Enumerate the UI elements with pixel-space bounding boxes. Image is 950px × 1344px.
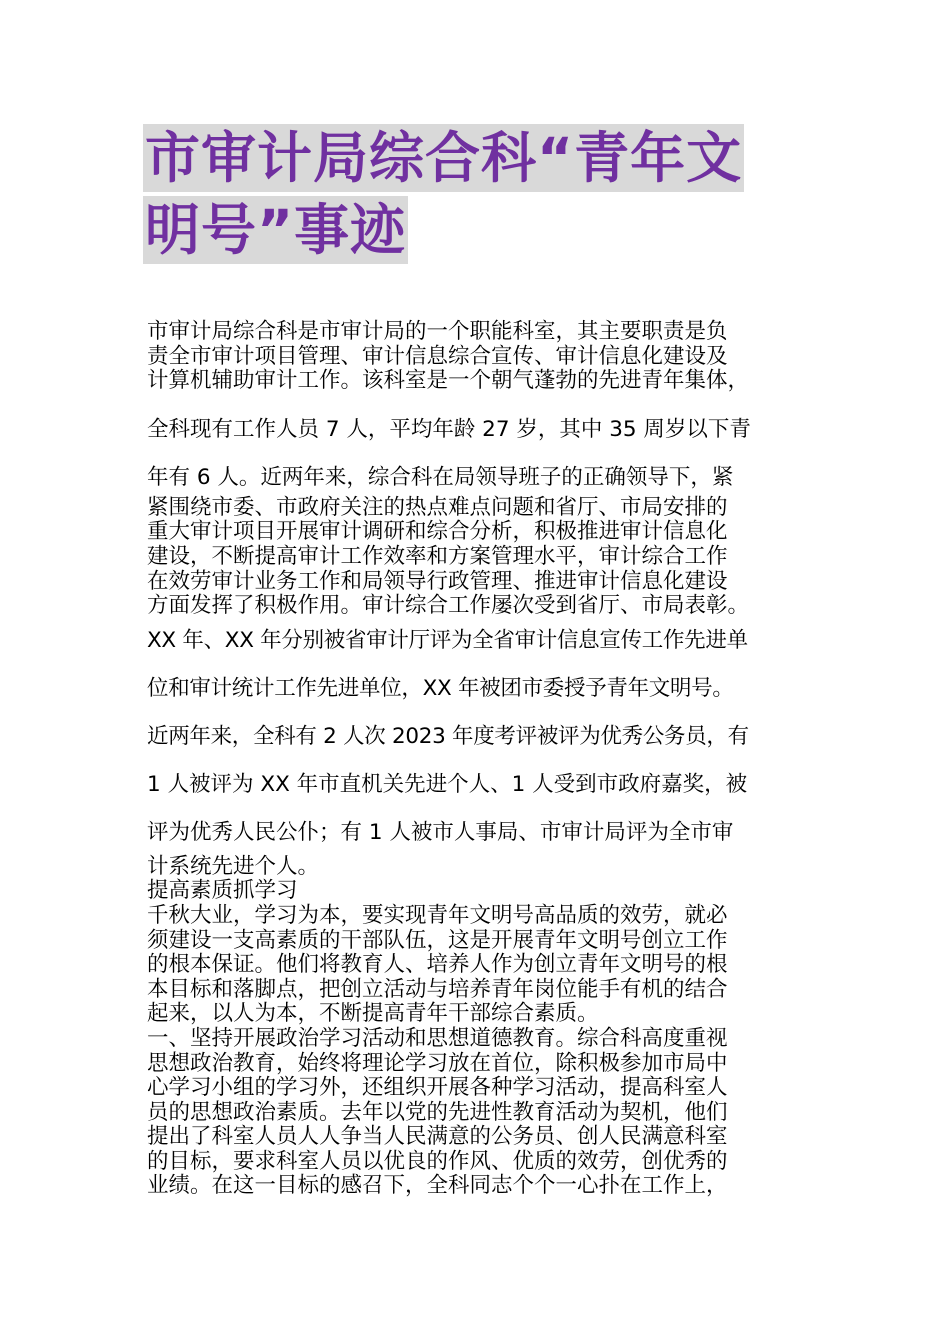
paragraph-1-line: 评为优秀人民公仆；有 1 人被市人事局、市审计局评为全市审 [147, 819, 734, 845]
paragraph-1-line: 近两年来，全科有 2 人次 2023 年度考评被评为优秀公务员，有 [147, 723, 749, 749]
paragraph-1-line: 计系统先进个人。 [147, 853, 320, 879]
paragraph-3-line: 一、坚持开展政治学习活动和思想道德教育。综合科高度重视 [147, 1025, 728, 1051]
paragraph-1-line: 在效劳审计业务工作和局领导行政管理、推进审计信息化建设 [147, 568, 728, 594]
paragraph-3-line: 思想政治教育，始终将理论学习放在首位，除积极参加市局中 [147, 1050, 728, 1076]
paragraph-1-line: XX 年、XX 年分别被省审计厅评为全省审计信息宣传工作先进单 [147, 627, 748, 653]
paragraph-1-line: 计算机辅助审计工作。该科室是一个朝气蓬勃的先进青年集体， [147, 368, 750, 394]
paragraph-1-line: 紧围绕市委、市政府关注的热点难点问题和省厅、市局安排的 [147, 494, 728, 520]
paragraph-1-line: 方面发挥了积极作用。审计综合工作屡次受到省厅、市局表彰。 [147, 593, 750, 619]
paragraph-1-line: 1 人被评为 XX 年市直机关先进个人、1 人受到市政府嘉奖，被 [147, 771, 748, 797]
paragraph-2-line: 本目标和落脚点，把创立活动与培养青年岗位能手有机的结合 [147, 976, 728, 1002]
paragraph-3-line: 业绩。在这一目标的感召下，全科同志个个一心扑在工作上， [147, 1173, 728, 1199]
paragraph-1-line: 建设，不断提高审计工作效率和方案管理水平，审计综合工作 [147, 543, 728, 569]
paragraph-3-line: 的目标，要求科室人员以优良的作风、优质的效劳，创优秀的 [147, 1148, 728, 1174]
paragraph-2-line: 千秋大业，学习为本，要实现青年文明号高品质的效劳，就必 [147, 902, 728, 928]
document-title [143, 124, 823, 268]
paragraph-1-line: 年有 6 人。近两年来，综合科在局领导班子的正确领导下，紧 [147, 464, 734, 490]
paragraph-1-line: 位和审计统计工作先进单位，XX 年被团市委授予青年文明号。 [147, 675, 734, 701]
section-heading: 提高素质抓学习 [147, 878, 298, 904]
paragraph-1-line: 全科现有工作人员 7 人，平均年龄 27 岁，其中 35 周岁以下青 [147, 416, 751, 442]
document-body [147, 320, 811, 1199]
paragraph-3-line: 心学习小组的学习外，还组织开展各种学习活动，提高科室人 [147, 1075, 728, 1101]
paragraph-2-line: 的根本保证。他们将教育人、培养人作为创立青年文明号的根 [147, 952, 728, 978]
title-line-2: 明号”事迹 [145, 198, 407, 262]
paragraph-3-line: 员的思想政治素质。去年以党的先进性教育活动为契机，他们 [147, 1099, 728, 1125]
paragraph-1-line: 市审计局综合科是市审计局的一个职能科室，其主要职责是负 [147, 319, 728, 344]
paragraph-2-line: 起来，以人为本，不断提高青年干部综合素质。 [147, 1001, 599, 1027]
title-line-1: 市审计局综合科“青年文 [145, 126, 743, 190]
paragraph-3-line: 提出了科室人员人人争当人民满意的公务员、创人民满意科室 [147, 1124, 728, 1150]
paragraph-2-line: 须建设一支高素质的干部队伍，这是开展青年文明号创立工作 [147, 927, 728, 953]
paragraph-1-line: 责全市审计项目管理、审计信息综合宣传、审计信息化建设及 [147, 343, 728, 369]
paragraph-1-line: 重大审计项目开展审计调研和综合分析，积极推进审计信息化 [147, 519, 728, 545]
